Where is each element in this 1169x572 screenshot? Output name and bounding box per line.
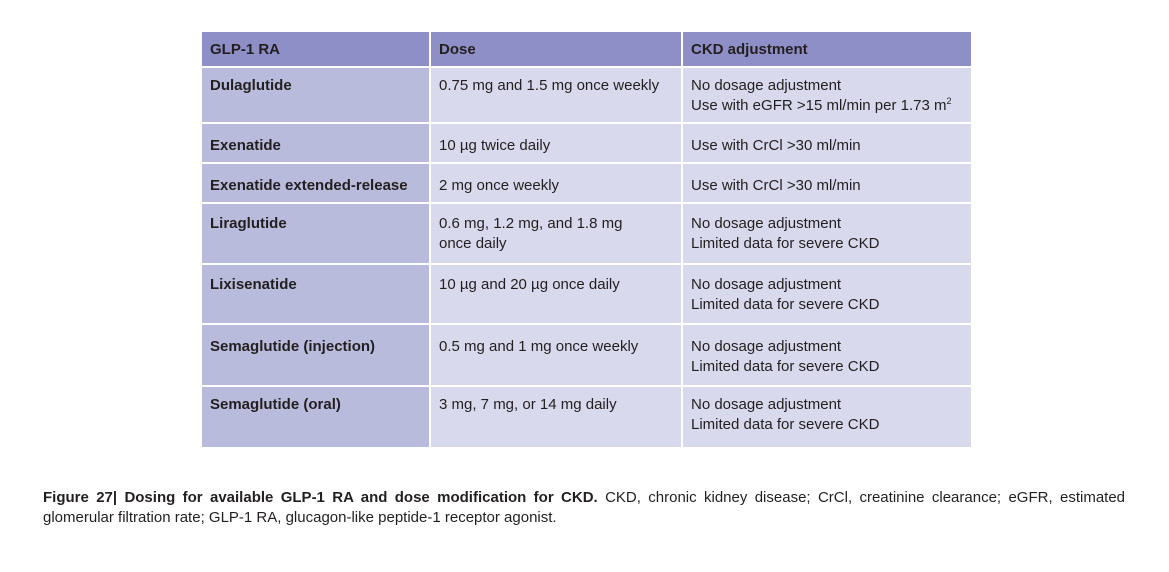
figure-caption (43, 488, 1125, 528)
agent-name: Dulaglutide (201, 67, 430, 123)
figure-caption-text: CKD, chronic kidney disease; CrCl, creatinine clearance; eGFR, estimated glomerular filtration rate; GLP-1 RA, glucagon-like peptide-1 receptor agonist. (43, 489, 1126, 526)
ckd-line: No dosage adjustment (691, 215, 842, 232)
ckd-line-with-superscript (691, 96, 963, 116)
ckd-line: Use with CrCl >30 ml/min (691, 137, 861, 154)
dose-cell (430, 264, 682, 324)
ckd-line: Limited data for severe CKD (691, 235, 880, 252)
ckd-line: Use with CrCl >30 ml/min (691, 177, 861, 194)
agent-name: Lixisenatide (201, 264, 430, 324)
ckd-cell (682, 324, 972, 386)
dosing-table (200, 30, 973, 449)
table-row (201, 203, 972, 264)
ckd-cell (682, 67, 972, 123)
agent-name: Liraglutide (201, 203, 430, 264)
dose-line: 3 mg, 7 mg, or 14 mg daily (439, 396, 617, 413)
agent-name: Semaglutide (oral) (201, 386, 430, 448)
table-row (201, 123, 972, 163)
ckd-line: No dosage adjustment (691, 396, 842, 413)
table-header-row (201, 31, 972, 67)
dose-line: once daily (439, 235, 507, 252)
dose-line: 0.75 mg and 1.5 mg once weekly (439, 77, 660, 94)
dose-line: 0.5 mg and 1 mg once weekly (439, 338, 639, 355)
table-row (201, 324, 972, 386)
agent-name: Exenatide (201, 123, 430, 163)
header-ckd-adjustment: CKD adjustment (682, 31, 972, 67)
dose-line: 0.6 mg, 1.2 mg, and 1.8 mg (439, 215, 623, 232)
ckd-cell (682, 123, 972, 163)
table-row (201, 163, 972, 203)
ckd-line: No dosage adjustment (691, 77, 842, 94)
dose-cell (430, 386, 682, 448)
dose-cell (430, 324, 682, 386)
ckd-line: Limited data for severe CKD (691, 296, 880, 313)
table-row (201, 67, 972, 123)
ckd-cell (682, 386, 972, 448)
dose-line: 10 µg and 20 µg once daily (439, 276, 620, 293)
ckd-line-text: Use with eGFR >15 ml/min per 1.73 m (691, 97, 947, 114)
agent-name: Semaglutide (injection) (201, 324, 430, 386)
dose-cell (430, 123, 682, 163)
ckd-line: No dosage adjustment (691, 276, 842, 293)
ckd-cell (682, 264, 972, 324)
table-row (201, 264, 972, 324)
ckd-cell (682, 163, 972, 203)
header-glp1-ra: GLP-1 RA (201, 31, 430, 67)
ckd-line: Limited data for severe CKD (691, 358, 880, 375)
ckd-line: Limited data for severe CKD (691, 416, 880, 433)
agent-name: Exenatide extended-release (201, 163, 430, 203)
table-row (201, 386, 972, 448)
ckd-cell (682, 203, 972, 264)
dose-cell (430, 67, 682, 123)
header-dose: Dose (430, 31, 682, 67)
figure-label: Figure 27| Dosing for available GLP-1 RA and dose modification for CKD. (43, 489, 598, 506)
superscript: 2 (946, 96, 952, 106)
dose-cell (430, 163, 682, 203)
ckd-line: No dosage adjustment (691, 338, 842, 355)
cropped-body-text (60, 560, 1160, 572)
dose-line: 10 µg twice daily (439, 137, 551, 154)
dose-cell (430, 203, 682, 264)
dose-line: 2 mg once weekly (439, 177, 560, 194)
